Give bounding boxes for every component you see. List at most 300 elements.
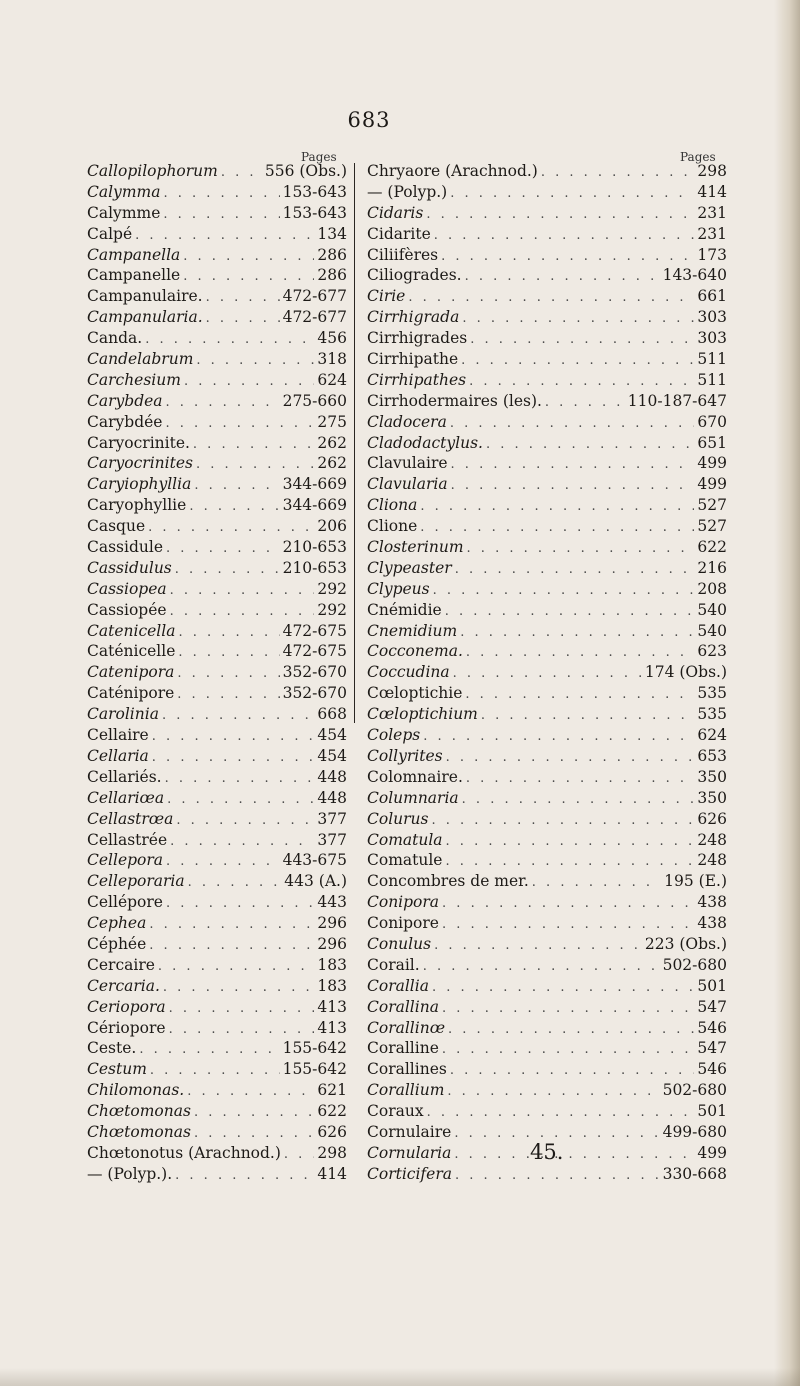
page-edge-shadow: [774, 0, 800, 1386]
leader-dots: [451, 455, 695, 476]
entry-page: 546: [697, 1060, 727, 1079]
index-entry: [367, 600, 727, 621]
index-entry: [87, 1018, 347, 1039]
entry-page: 352-670: [282, 663, 347, 682]
entry-term: Céphée: [87, 934, 147, 953]
index-entry: [367, 453, 727, 474]
entry-page: 443 (A.): [284, 872, 347, 891]
entry-page: 350: [697, 788, 727, 807]
leader-dots: [462, 790, 695, 811]
entry-term: Coraux: [367, 1102, 424, 1121]
entry-page: 622: [317, 1102, 347, 1121]
index-entry: [367, 830, 727, 851]
index-entry: [367, 662, 727, 683]
index-entry: [367, 1018, 727, 1039]
entry-page: 502-680: [662, 1081, 727, 1100]
index-entry: [367, 412, 727, 433]
index-entry: [87, 600, 347, 621]
entry-page: 535: [697, 684, 727, 703]
entry-page: 502-680: [662, 955, 727, 974]
entry-page: 143-640: [662, 266, 727, 285]
entry-term: Cornularia: [367, 1143, 452, 1162]
entry-term: Cercaria.: [87, 976, 160, 995]
leader-dots: [169, 999, 315, 1020]
entry-page: 556 (Obs.): [264, 162, 347, 180]
leader-dots: [165, 414, 314, 435]
entry-page: 275: [317, 412, 347, 431]
entry-term: Collyrites: [367, 746, 443, 765]
entry-term: Cassiopea: [87, 579, 167, 598]
leader-dots: [442, 1040, 695, 1061]
entry-page: 626: [697, 809, 727, 828]
entry-page: 183: [317, 976, 347, 995]
leader-dots: [434, 226, 695, 247]
entry-page: 472-675: [282, 642, 347, 661]
leader-dots: [442, 894, 694, 915]
entry-page: 318: [317, 350, 347, 369]
entry-term: Comatule: [367, 851, 443, 870]
entry-term: Carolinia: [87, 705, 159, 724]
leader-dots: [481, 706, 695, 727]
index-entry: [367, 495, 727, 516]
entry-page: 651: [697, 433, 727, 452]
entry-page: 443: [317, 893, 347, 912]
index-entry: [87, 433, 347, 454]
index-entry: [87, 579, 347, 600]
leader-dots: [167, 790, 314, 811]
index-entry: [367, 725, 727, 746]
index-entry: [87, 1122, 347, 1143]
entry-page: 499: [697, 454, 727, 473]
entry-term: Campanelle: [87, 266, 181, 285]
leader-dots: [486, 435, 694, 456]
entry-page: 377: [317, 830, 347, 849]
entry-term: Corticifera: [367, 1164, 452, 1183]
entry-term: Celleporaria: [87, 872, 185, 891]
entry-term: Cidaris: [367, 203, 424, 222]
leader-dots: [284, 1145, 315, 1166]
index-entry: [367, 746, 727, 767]
entry-page: 670: [697, 412, 727, 431]
leader-dots: [453, 664, 642, 685]
index-entry: [367, 265, 727, 286]
entry-page: 296: [317, 934, 347, 953]
entry-page: 624: [697, 726, 727, 745]
index-entry: [87, 1143, 347, 1164]
leader-dots: [196, 351, 314, 372]
entry-term: Cnemidium: [367, 621, 458, 640]
leader-dots: [469, 372, 694, 393]
leader-dots: [152, 748, 315, 769]
entry-term: Corallia: [367, 976, 429, 995]
entry-page: 472-677: [282, 308, 347, 327]
index-entry: [367, 1038, 727, 1059]
entry-term: Corallinœ: [367, 1018, 446, 1037]
index-entry: [87, 892, 347, 913]
index-entry: [367, 934, 727, 955]
leader-dots: [427, 1103, 695, 1124]
index-entry: [367, 997, 727, 1018]
index-entry: [367, 683, 727, 704]
entry-page: 216: [697, 558, 727, 577]
entry-term: Corallium: [367, 1081, 445, 1100]
index-entry: [87, 830, 347, 851]
entry-page: 298: [697, 162, 727, 180]
entry-term: Chryaore (Arachnod.): [367, 162, 538, 180]
index-entry: [87, 516, 347, 537]
entry-page: 350: [697, 767, 727, 786]
entry-term: — (Polyp.).: [87, 1164, 173, 1183]
entry-term: Clavulaire: [367, 454, 448, 473]
index-entry: [87, 871, 347, 892]
entry-page: 206: [317, 517, 347, 536]
entry-page: 501: [697, 1102, 727, 1121]
leader-dots: [162, 706, 314, 727]
entry-page: 210-653: [282, 538, 347, 557]
index-entry: [367, 704, 727, 725]
entry-term: Cœloptichie: [367, 684, 463, 703]
leader-dots: [460, 623, 694, 644]
entry-term: Cirrhigrades: [367, 329, 468, 348]
entry-term: Clypeus: [367, 579, 430, 598]
leader-dots: [183, 267, 314, 288]
index-entry: [87, 412, 347, 433]
entry-page: 546: [697, 1018, 727, 1037]
index-column-left: [87, 161, 347, 1185]
index-entry: [87, 683, 347, 704]
entry-term: Ciliogrades.: [367, 266, 462, 285]
entry-term: Caryocrinites: [87, 454, 193, 473]
entry-term: Colurus: [367, 809, 429, 828]
entry-term: Cephea: [87, 914, 147, 933]
index-entry: [87, 370, 347, 391]
leader-dots: [462, 309, 694, 330]
entry-term: Cestum: [87, 1060, 147, 1079]
entry-term: Canda.: [87, 329, 143, 348]
footer-signature: 45.: [530, 1140, 564, 1164]
entry-page: 454: [317, 726, 347, 745]
index-entry: [87, 1164, 347, 1185]
leader-dots: [423, 727, 694, 748]
leader-dots: [465, 685, 694, 706]
leader-dots: [466, 643, 695, 664]
leader-dots: [163, 205, 279, 226]
entry-page: 155-642: [282, 1039, 347, 1058]
leader-dots: [420, 497, 694, 518]
entry-page: 344-669: [282, 475, 347, 494]
entry-term: Carybdée: [87, 412, 163, 431]
entry-page: 262: [317, 433, 347, 452]
leader-dots: [445, 602, 695, 623]
entry-page: 210-653: [282, 558, 347, 577]
entry-term: Cellepora: [87, 851, 164, 870]
leader-dots: [166, 852, 280, 873]
index-entry: [87, 307, 347, 328]
index-entry: [87, 203, 347, 224]
entry-term: Closterinum: [367, 538, 464, 557]
leader-dots: [455, 560, 695, 581]
index-entry: [367, 224, 727, 245]
entry-term: Cassidule: [87, 538, 164, 557]
entry-page: 303: [697, 308, 727, 327]
entry-term: Catenipora: [87, 663, 175, 682]
entry-term: Cnémidie: [367, 600, 442, 619]
index-entry: [367, 182, 727, 203]
leader-dots: [442, 915, 694, 936]
leader-dots: [175, 1166, 314, 1187]
index-entry: [87, 224, 347, 245]
index-entry: [87, 537, 347, 558]
index-entry: [367, 286, 727, 307]
entry-term: Calpé: [87, 224, 133, 243]
entry-term: Cassidulus: [87, 558, 172, 577]
entry-page: 448: [317, 788, 347, 807]
index-entry: [87, 245, 347, 266]
entry-term: Chœtonotus (Arachnod.): [87, 1143, 281, 1162]
entry-term: Campanularia.: [87, 308, 203, 327]
entry-page: 438: [697, 914, 727, 933]
leader-dots: [194, 1124, 314, 1145]
entry-term: Cirrhodermaires (les).: [367, 391, 542, 410]
index-entry: [87, 182, 347, 203]
entry-term: Carybdea: [87, 391, 163, 410]
leader-dots: [194, 476, 279, 497]
entry-page: 262: [317, 454, 347, 473]
entry-page: 195 (E.): [664, 872, 727, 891]
leader-dots: [455, 1166, 660, 1187]
entry-page: 344-669: [282, 496, 347, 515]
index-entry: [87, 286, 347, 307]
leader-dots: [189, 497, 279, 518]
index-entry: [87, 558, 347, 579]
entry-page: 653: [697, 746, 727, 765]
entry-page: 456: [317, 329, 347, 348]
entry-page: 547: [697, 1039, 727, 1058]
leader-dots: [170, 581, 315, 602]
leader-dots: [441, 247, 694, 268]
entry-page: 501: [697, 976, 727, 995]
index-entry: [367, 976, 727, 997]
entry-page: 173: [697, 245, 727, 264]
leader-dots: [446, 748, 695, 769]
leader-dots: [450, 414, 695, 435]
entry-page: 352-670: [282, 684, 347, 703]
leader-dots: [176, 811, 314, 832]
entry-term: Cirrhigrada: [367, 308, 460, 327]
index-entry: [367, 871, 727, 892]
entry-page: 527: [697, 517, 727, 536]
leader-dots: [206, 309, 280, 330]
index-entry: [367, 516, 727, 537]
index-entry: [367, 1059, 727, 1080]
entry-term: Concombres de mer.: [367, 872, 529, 891]
entry-term: Caryophyllie: [87, 496, 187, 515]
leader-dots: [448, 1020, 694, 1041]
entry-term: Casque: [87, 517, 146, 536]
entry-page: 540: [697, 600, 727, 619]
leader-dots: [184, 372, 314, 393]
index-entry: [87, 850, 347, 871]
entry-term: Candelabrum: [87, 350, 194, 369]
entry-page: 626: [317, 1122, 347, 1141]
entry-page: 286: [317, 266, 347, 285]
entry-term: Caténipore: [87, 684, 175, 703]
index-entry: [367, 474, 727, 495]
entry-page: 330-668: [662, 1164, 727, 1183]
entry-term: Chilomonas.: [87, 1081, 185, 1100]
entry-term: Corallina: [367, 997, 439, 1016]
leader-dots: [431, 811, 694, 832]
entry-term: Catenicella: [87, 621, 176, 640]
index-entry: [367, 328, 727, 349]
leader-dots: [206, 288, 280, 309]
index-entry: [87, 746, 347, 767]
index-entry: [87, 1080, 347, 1101]
entry-page: 540: [697, 621, 727, 640]
leader-dots: [432, 978, 694, 999]
entry-page: 413: [317, 997, 347, 1016]
entry-page: 248: [697, 851, 727, 870]
leader-dots: [150, 1061, 280, 1082]
entry-page: 499-680: [662, 1122, 727, 1141]
index-entry: [87, 328, 347, 349]
leader-dots: [426, 205, 694, 226]
entry-term: Columnaria: [367, 788, 459, 807]
entry-page: 438: [697, 893, 727, 912]
index-entry: [87, 161, 347, 182]
entry-page: 231: [697, 203, 727, 222]
index-entry: [367, 788, 727, 809]
entry-page: 547: [697, 997, 727, 1016]
index-entry: [87, 788, 347, 809]
entry-page: 623: [697, 642, 727, 661]
entry-term: Cornulaire: [367, 1122, 452, 1141]
entry-term: Calymme: [87, 203, 161, 222]
leader-dots: [467, 539, 695, 560]
entry-term: Cellariœa: [87, 788, 165, 807]
index-entry: [87, 767, 347, 788]
index-entry: [367, 1101, 727, 1122]
entry-page: 414: [697, 182, 727, 201]
index-column-right: [367, 161, 727, 1185]
leader-dots: [188, 873, 282, 894]
index-entry: [87, 621, 347, 642]
index-entry: [367, 370, 727, 391]
entry-term: Caténicelle: [87, 642, 176, 661]
entry-page: 661: [697, 287, 727, 306]
index-entry: [87, 641, 347, 662]
index-entry: [87, 1101, 347, 1122]
entry-page: 208: [697, 579, 727, 598]
entry-page: 275-660: [282, 391, 347, 410]
entry-page: 414: [317, 1164, 347, 1183]
entry-page: 527: [697, 496, 727, 515]
entry-term: Ceriopora: [87, 997, 166, 1016]
leader-dots: [193, 435, 314, 456]
index-entry: [367, 349, 727, 370]
entry-page: 303: [697, 329, 727, 348]
entry-term: Corallines: [367, 1060, 447, 1079]
entry-page: 377: [317, 809, 347, 828]
leader-dots: [541, 163, 695, 184]
index-entry: [87, 265, 347, 286]
leader-dots: [170, 602, 315, 623]
entry-page: 155-642: [282, 1060, 347, 1079]
leader-dots: [451, 476, 695, 497]
index-entry: [87, 662, 347, 683]
entry-page: 174 (Obs.): [644, 663, 727, 682]
index-entry: [367, 433, 727, 454]
leader-dots: [139, 1040, 279, 1061]
leader-dots: [163, 184, 279, 205]
index-entry: [87, 725, 347, 746]
index-entry: [367, 245, 727, 266]
entry-page: 499: [697, 475, 727, 494]
leader-dots: [408, 288, 694, 309]
leader-dots: [165, 769, 315, 790]
page-bottom-shadow: [0, 1368, 800, 1386]
page-number: 683: [347, 108, 391, 132]
entry-page: 183: [317, 955, 347, 974]
entry-page: 472-677: [282, 287, 347, 306]
entry-term: Cellastrée: [87, 830, 168, 849]
entry-term: Cassiopée: [87, 600, 167, 619]
entry-page: 511: [697, 350, 727, 369]
leader-dots: [177, 685, 279, 706]
entry-page: 153-643: [282, 182, 347, 201]
entry-term: Caryocrinite.: [87, 433, 190, 452]
leader-dots: [175, 560, 280, 581]
leader-dots: [187, 1082, 314, 1103]
entry-term: Cœloptichium: [367, 705, 478, 724]
index-entry: [367, 913, 727, 934]
entry-term: Cladodactylus.: [367, 433, 483, 452]
leader-dots: [166, 894, 314, 915]
index-entry: [87, 1038, 347, 1059]
leader-dots: [178, 643, 279, 664]
entry-term: Cidarite: [367, 224, 431, 243]
entry-page: 624: [317, 370, 347, 389]
index-entry: [87, 913, 347, 934]
leader-dots: [169, 1020, 315, 1041]
entry-term: Comatula: [367, 830, 443, 849]
leader-dots: [445, 852, 694, 873]
entry-page: 499: [697, 1143, 727, 1162]
entry-term: Coccudina: [367, 663, 450, 682]
leader-dots: [454, 1145, 694, 1166]
index-entry: [87, 1059, 347, 1080]
leader-dots: [148, 518, 314, 539]
index-entry: [367, 579, 727, 600]
entry-term: Cellastrœa: [87, 809, 174, 828]
entry-page: 286: [317, 245, 347, 264]
column-divider: [354, 163, 355, 723]
entry-term: Caryiophyllia: [87, 475, 192, 494]
entry-term: Calymma: [87, 182, 161, 201]
entry-term: Clypeaster: [367, 558, 452, 577]
entry-term: Chœtomonas: [87, 1102, 191, 1121]
entry-term: Conipora: [367, 893, 440, 912]
index-entry: [87, 349, 347, 370]
leader-dots: [465, 267, 660, 288]
entry-term: Ciliifères: [367, 245, 439, 264]
leader-dots: [434, 936, 642, 957]
leader-dots: [446, 832, 695, 853]
entry-term: Cellariés.: [87, 767, 162, 786]
entry-page: 454: [317, 746, 347, 765]
leader-dots: [442, 999, 694, 1020]
entry-term: Clavularia: [367, 475, 448, 494]
